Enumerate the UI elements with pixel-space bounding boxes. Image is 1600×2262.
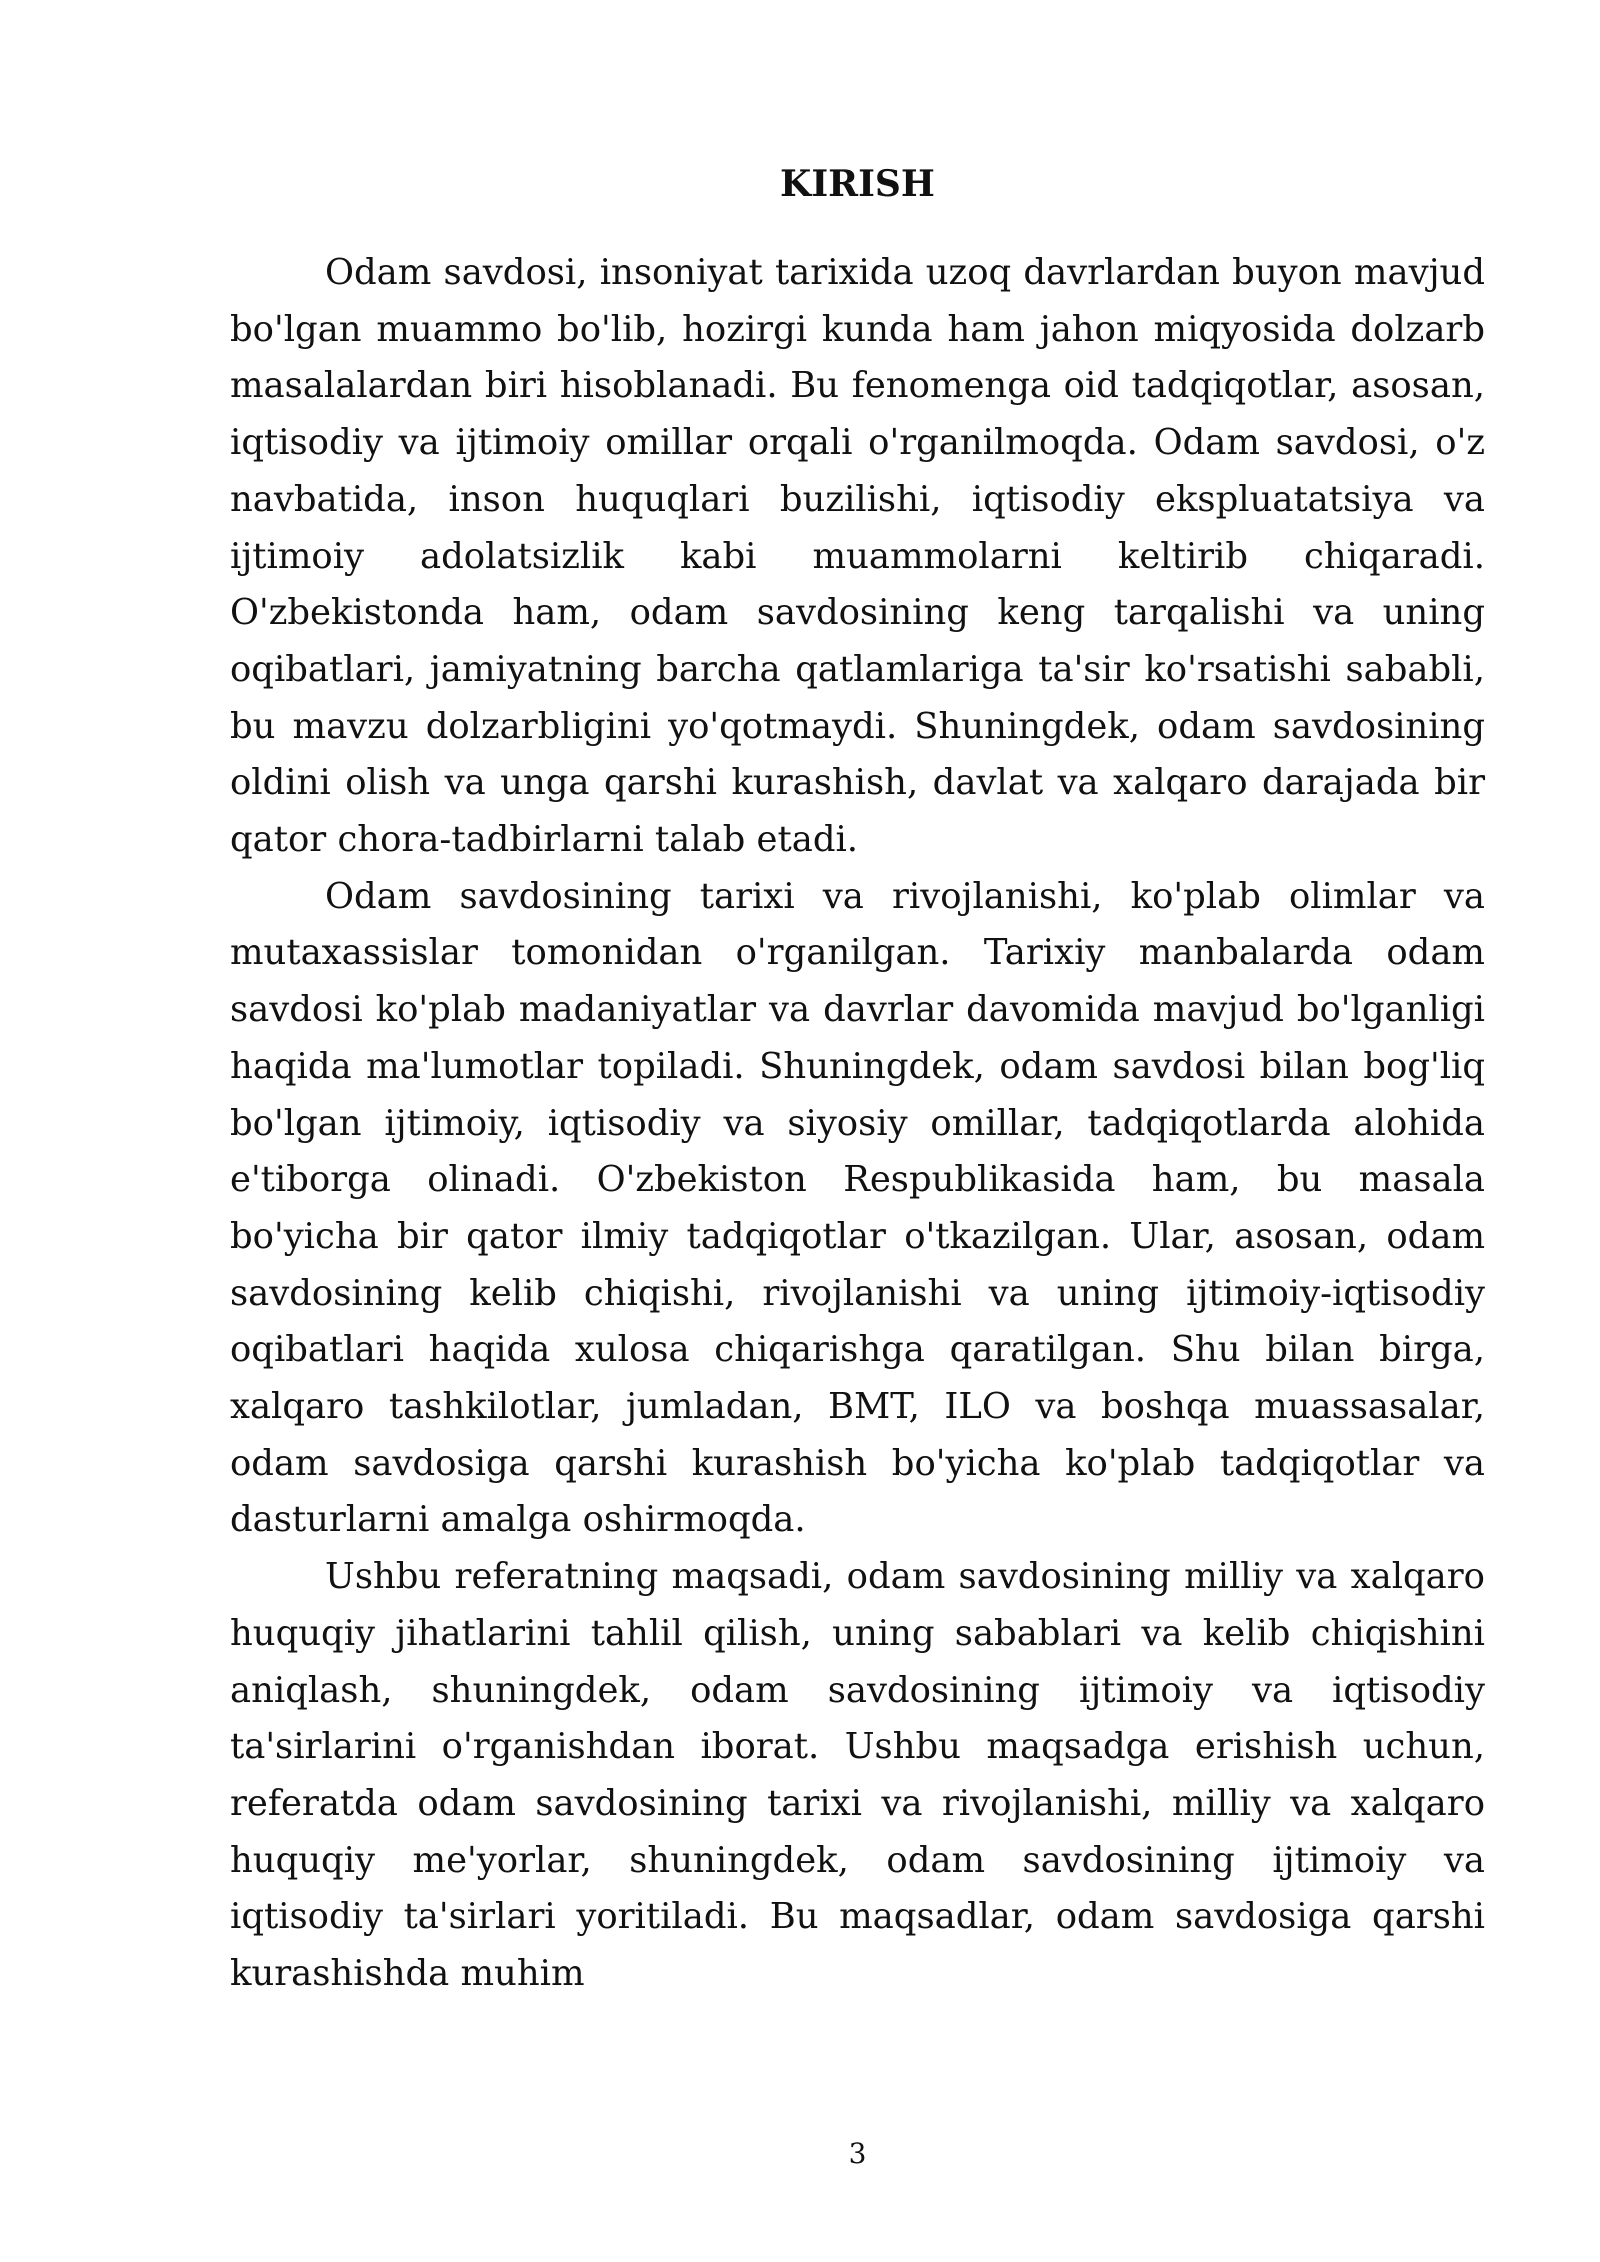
section-title: KIRISH [780,163,935,205]
body-text [230,245,1485,2003]
paragraph-1: Odam savdosi, insoniyat tarixida uzoq davrlardan buyon mavjud bo'lgan muammo bo'lib, hozirgi kunda ham jahon miqyosida dolzarb masalalardan biri hisoblanadi. Bu fenomenga oid tadqiqotlar, asosan, iqtisodiy va ijtimoiy omillar orqali o'rganilmoqda. Odam savdosi, o'z navbatida, inson huquqlari buzilishi, iqtisodiy ekspluatatsiya va ijtimoiy adolatsizlik kabi muammolarni keltirib chiqaradi. O'zbekistonda ham, odam savdosining keng tarqalishi va uning oqibatlari, jamiyatning barcha qatlamlariga ta'sir ko'rsatishi sababli, bu mavzu dolzarbligini yo'qotmaydi. Shuningdek, odam savdosining oldini olish va unga qarshi kurashish, davlat va xalqaro darajada bir qator chora-tadbirlarni talab etadi. [230,252,1485,861]
page-number: 3 [848,2137,867,2170]
paragraph-3: Ushbu referatning maqsadi, odam savdosining milliy va xalqaro huquqiy jihatlarini tahlil qilish, uning sabablari va kelib chiqishini aniqlash, shuningdek, odam savdosining ijtimoiy va iqtisodiy ta'sirlarini o'rganishdan iborat. Ushbu maqsadga erishish uchun, referatda odam savdosining tarixi va rivojlanishi, milliy va xalqaro huquqiy me'yorlar, shuningdek, odam savdosining ijtimoiy va iqtisodiy ta'sirlari yoritiladi. Bu maqsadlar, odam savdosiga qarshi kurashishda muhim [230,1556,1485,1995]
paragraph-2: Odam savdosining tarixi va rivojlanishi, ko'plab olimlar va mutaxassislar tomonidan o'rganilgan. Tarixiy manbalarda odam savdosi ko'plab madaniyatlar va davrlar davomida mavjud bo'lganligi haqida ma'lumotlar topiladi. Shuningdek, odam savdosi bilan bog'liq bo'lgan ijtimoiy, iqtisodiy va siyosiy omillar, tadqiqotlarda alohida e'tiborga olinadi. O'zbekiston Respublikasida ham, bu masala bo'yicha bir qator ilmiy tadqiqotlar o'tkazilgan. Ular, asosan, odam savdosining kelib chiqishi, rivojlanishi va uning ijtimoiy-iqtisodiy oqibatlari haqida xulosa chiqarishga qaratilgan. Shu bilan birga, xalqaro tashkilotlar, jumladan, BMT, ILO va boshqa muassasalar, odam savdosiga qarshi kurashish bo'yicha ko'plab tadqiqotlar va dasturlarni amalga oshirmoqda. [230,875,1485,1541]
